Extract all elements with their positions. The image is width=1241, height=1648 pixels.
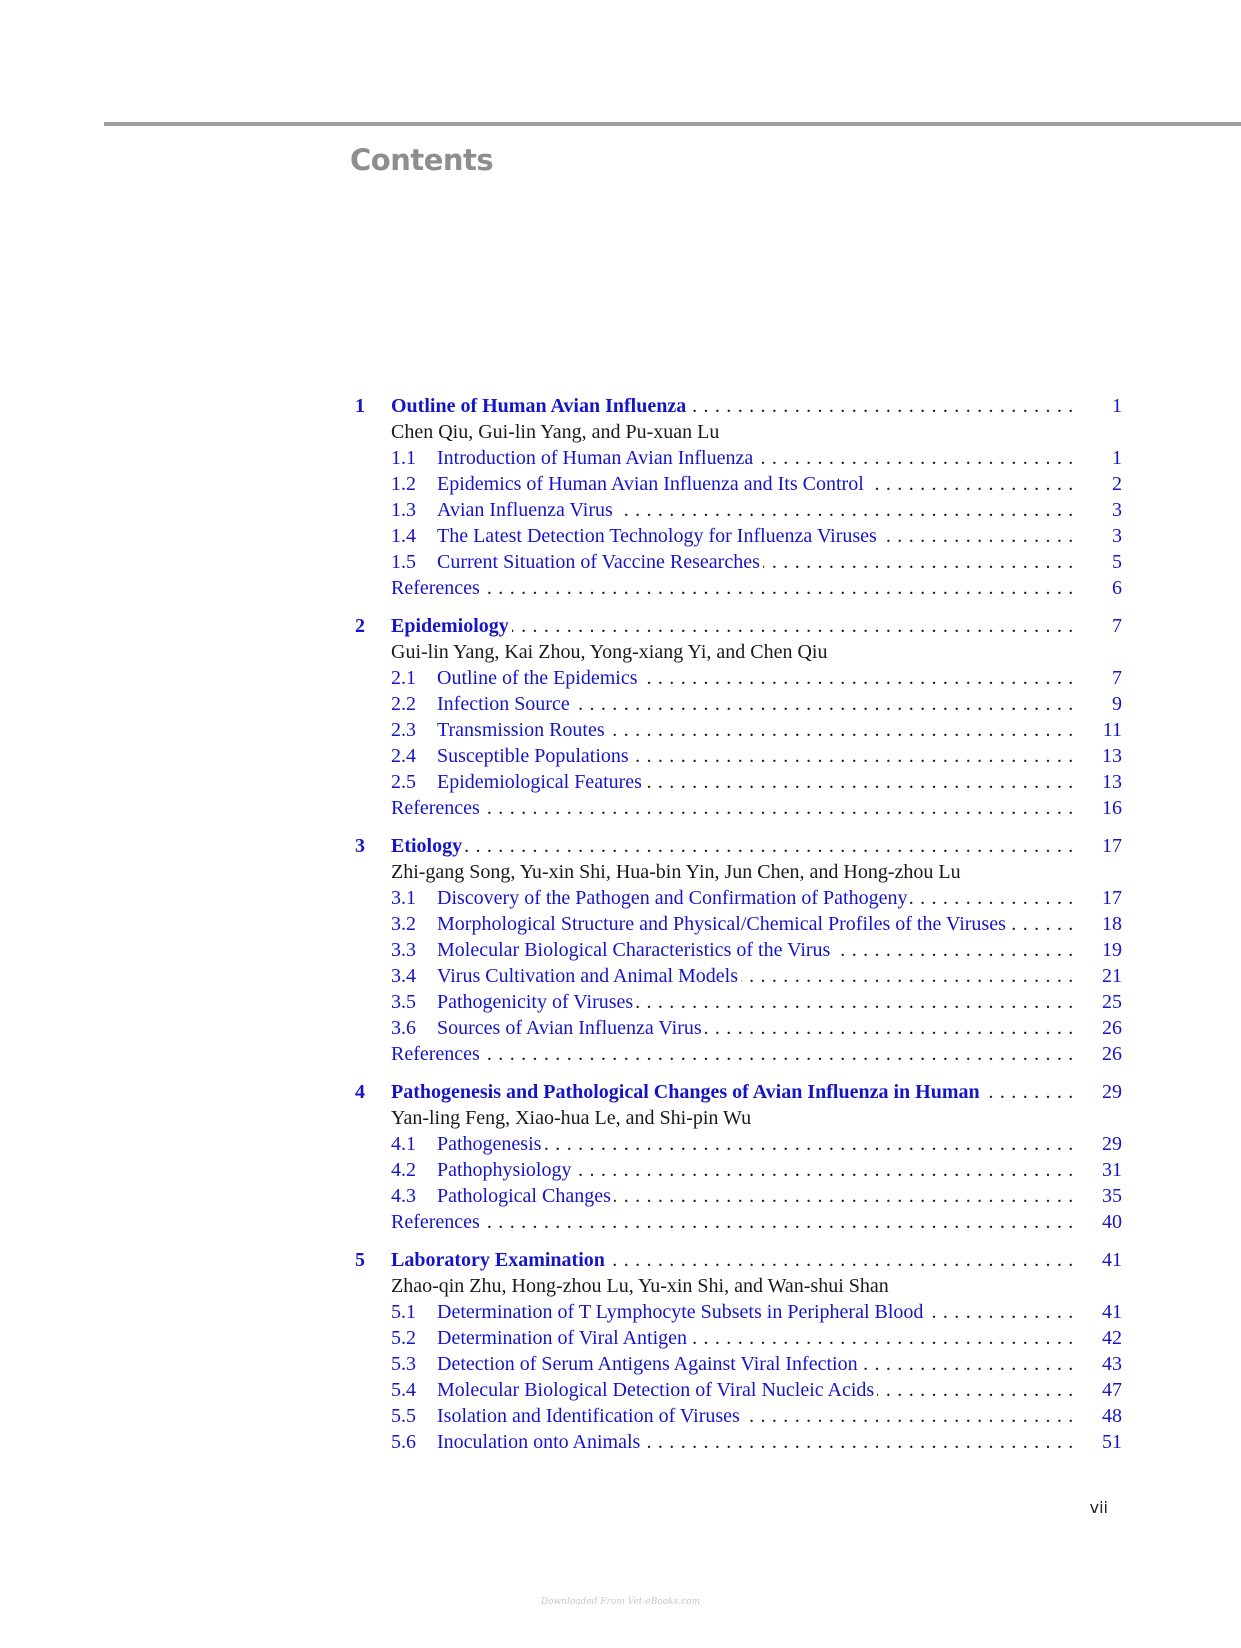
section-title[interactable]: Sources of Avian Influenza Virus: [437, 1017, 705, 1039]
section-number: 3.6: [391, 1017, 416, 1039]
section-title[interactable]: Molecular Biological Characteristics of the Virus: [437, 939, 833, 961]
section-page[interactable]: 3: [1112, 499, 1122, 521]
section-number: 1.5: [391, 551, 416, 573]
section-title[interactable]: Introduction of Human Avian Influenza: [437, 447, 756, 469]
section-page[interactable]: 21: [1102, 965, 1122, 987]
section-number: 5.3: [391, 1353, 416, 1375]
section-title[interactable]: Morphological Structure and Physical/Chemical Profiles of the Viruses: [437, 913, 1009, 935]
section-entry[interactable]: [355, 497, 1122, 523]
section-number: 3.1: [391, 887, 416, 909]
references-entry[interactable]: [355, 1209, 1122, 1235]
section-entry[interactable]: [355, 549, 1122, 575]
section-title[interactable]: Detection of Serum Antigens Against Viral Infection: [437, 1353, 861, 1375]
chapter-entry[interactable]: [355, 1247, 1122, 1273]
section-number: 5.1: [391, 1301, 416, 1323]
page-title: Contents: [350, 143, 494, 177]
section-title[interactable]: Pathogenicity of Viruses: [437, 991, 636, 1013]
section-page[interactable]: 5: [1112, 551, 1122, 573]
toc-chapter: [355, 613, 1122, 821]
section-page[interactable]: 42: [1102, 1327, 1122, 1349]
section-title[interactable]: Current Situation of Vaccine Researches: [437, 551, 763, 573]
section-number: 3.4: [391, 965, 416, 987]
section-page[interactable]: 9: [1112, 693, 1122, 715]
chapter-page[interactable]: 41: [1102, 1249, 1122, 1271]
chapter-number: 4: [355, 1081, 365, 1103]
section-number: 5.4: [391, 1379, 416, 1401]
references-title[interactable]: References: [391, 1043, 483, 1065]
section-page[interactable]: 48: [1102, 1405, 1122, 1427]
section-page[interactable]: 2: [1112, 473, 1122, 495]
section-number: 5.6: [391, 1431, 416, 1453]
chapter-entry[interactable]: [355, 393, 1122, 419]
section-entry[interactable]: [355, 523, 1122, 549]
section-title[interactable]: Pathological Changes: [437, 1185, 614, 1207]
section-title[interactable]: Epidemiological Features: [437, 771, 645, 793]
chapter-page[interactable]: 7: [1112, 615, 1122, 637]
section-entry[interactable]: [355, 1015, 1122, 1041]
section-entry[interactable]: [355, 937, 1122, 963]
section-entry[interactable]: [355, 1299, 1122, 1325]
section-title[interactable]: Discovery of the Pathogen and Confirmation of Pathogeny: [437, 887, 910, 909]
references-page[interactable]: 40: [1102, 1211, 1122, 1233]
section-number: 2.1: [391, 667, 416, 689]
section-title[interactable]: Avian Influenza Virus: [437, 499, 616, 521]
section-page[interactable]: 1: [1112, 447, 1122, 469]
section-number: 4.2: [391, 1159, 416, 1181]
section-page[interactable]: 35: [1102, 1185, 1122, 1207]
chapter-title[interactable]: Epidemiology: [391, 615, 512, 637]
section-number: 3.2: [391, 913, 416, 935]
section-page[interactable]: 51: [1102, 1431, 1122, 1453]
section-title[interactable]: Outline of the Epidemics: [437, 667, 641, 689]
section-entry[interactable]: [355, 911, 1122, 937]
chapter-page[interactable]: 29: [1102, 1081, 1122, 1103]
section-title[interactable]: Inoculation onto Animals: [437, 1431, 643, 1453]
section-number: 2.3: [391, 719, 416, 741]
section-number: 4.3: [391, 1185, 416, 1207]
section-page[interactable]: 26: [1102, 1017, 1122, 1039]
references-page[interactable]: 16: [1102, 797, 1122, 819]
section-page[interactable]: 18: [1102, 913, 1122, 935]
section-entry[interactable]: [355, 743, 1122, 769]
chapter-entry[interactable]: [355, 1079, 1122, 1105]
section-page[interactable]: 17: [1102, 887, 1122, 909]
chapter-authors: Zhao-qin Zhu, Hong-zhou Lu, Yu-xin Shi, and Wan-shui Shan: [391, 1275, 889, 1297]
section-number: 1.4: [391, 525, 416, 547]
chapter-page[interactable]: 17: [1102, 835, 1122, 857]
section-title[interactable]: Susceptible Populations: [437, 745, 632, 767]
references-page[interactable]: 26: [1102, 1043, 1122, 1065]
section-number: 4.1: [391, 1133, 416, 1155]
section-entry[interactable]: [355, 885, 1122, 911]
references-entry[interactable]: [355, 1041, 1122, 1067]
section-page[interactable]: 43: [1102, 1353, 1122, 1375]
chapter-number: 3: [355, 835, 365, 857]
section-entry[interactable]: [355, 1403, 1122, 1429]
section-entry[interactable]: [355, 1429, 1122, 1455]
chapter-authors: Yan-ling Feng, Xiao-hua Le, and Shi-pin Wu: [391, 1107, 752, 1129]
section-title[interactable]: Infection Source: [437, 693, 573, 715]
section-entry[interactable]: [355, 665, 1122, 691]
section-number: 1.1: [391, 447, 416, 469]
section-entry[interactable]: [355, 717, 1122, 743]
chapter-title[interactable]: Outline of Human Avian Influenza: [391, 395, 689, 417]
chapter-authors: Chen Qiu, Gui-lin Yang, and Pu-xuan Lu: [391, 421, 720, 443]
section-entry[interactable]: [355, 989, 1122, 1015]
section-page[interactable]: 31: [1102, 1159, 1122, 1181]
section-page[interactable]: 13: [1102, 745, 1122, 767]
chapter-title[interactable]: Etiology: [391, 835, 465, 857]
section-number: 1.2: [391, 473, 416, 495]
section-title[interactable]: Transmission Routes: [437, 719, 608, 741]
toc-chapter: [355, 833, 1122, 1067]
references-entry[interactable]: [355, 795, 1122, 821]
chapter-authors: Gui-lin Yang, Kai Zhou, Yong-xiang Yi, and Chen Qiu: [391, 641, 828, 663]
references-page[interactable]: 6: [1112, 577, 1122, 599]
section-entry[interactable]: [355, 1131, 1122, 1157]
chapter-title[interactable]: Pathogenesis and Pathological Changes of Avian Influenza in Human: [391, 1081, 983, 1103]
section-title[interactable]: Determination of T Lymphocyte Subsets in Peripheral Blood: [437, 1301, 926, 1323]
section-title[interactable]: Epidemics of Human Avian Influenza and Its Control: [437, 473, 867, 495]
section-entry[interactable]: [355, 1325, 1122, 1351]
section-entry[interactable]: [355, 691, 1122, 717]
section-page[interactable]: 29: [1102, 1133, 1122, 1155]
chapter-entry[interactable]: [355, 833, 1122, 859]
section-entry[interactable]: [355, 1157, 1122, 1183]
toc-chapter: [355, 1079, 1122, 1235]
section-entry[interactable]: [355, 1351, 1122, 1377]
section-number: 3.5: [391, 991, 416, 1013]
section-title[interactable]: Determination of Viral Antigen: [437, 1327, 690, 1349]
section-page[interactable]: 3: [1112, 525, 1122, 547]
top-rule: [104, 122, 1241, 126]
section-entry[interactable]: [355, 769, 1122, 795]
section-number: 1.3: [391, 499, 416, 521]
section-number: 5.5: [391, 1405, 416, 1427]
section-number: 2.5: [391, 771, 416, 793]
section-title[interactable]: Virus Cultivation and Animal Models: [437, 965, 741, 987]
toc-chapter: [355, 1247, 1122, 1455]
section-title[interactable]: Isolation and Identification of Viruses: [437, 1405, 743, 1427]
section-title[interactable]: Pathophysiology: [437, 1159, 574, 1181]
chapter-number: 2: [355, 615, 365, 637]
section-entry[interactable]: [355, 1377, 1122, 1403]
section-page[interactable]: 25: [1102, 991, 1122, 1013]
references-title[interactable]: References: [391, 797, 483, 819]
section-page[interactable]: 41: [1102, 1301, 1122, 1323]
section-number: 5.2: [391, 1327, 416, 1349]
section-entry[interactable]: [355, 1183, 1122, 1209]
chapter-number: 1: [355, 395, 365, 417]
section-page[interactable]: 47: [1102, 1379, 1122, 1401]
chapter-entry[interactable]: [355, 613, 1122, 639]
chapter-authors: Zhi-gang Song, Yu-xin Shi, Hua-bin Yin, Jun Chen, and Hong-zhou Lu: [391, 861, 961, 883]
references-title[interactable]: References: [391, 577, 483, 599]
chapter-title[interactable]: Laboratory Examination: [391, 1249, 608, 1271]
chapter-page[interactable]: 1: [1112, 395, 1122, 417]
section-page[interactable]: 19: [1102, 939, 1122, 961]
section-title[interactable]: Molecular Biological Detection of Viral Nucleic Acids: [437, 1379, 877, 1401]
section-entry[interactable]: [355, 471, 1122, 497]
toc-chapter: [355, 393, 1122, 601]
section-number: 2.4: [391, 745, 416, 767]
section-entry[interactable]: [355, 445, 1122, 471]
section-page[interactable]: 7: [1112, 667, 1122, 689]
page-number: vii: [1089, 1498, 1108, 1517]
section-page[interactable]: 13: [1102, 771, 1122, 793]
section-number: 2.2: [391, 693, 416, 715]
section-entry[interactable]: [355, 963, 1122, 989]
chapter-number: 5: [355, 1249, 365, 1271]
references-title[interactable]: References: [391, 1211, 483, 1233]
section-title[interactable]: The Latest Detection Technology for Influenza Viruses: [437, 525, 880, 547]
watermark: Downloaded From Vet-eBooks.com: [540, 1597, 701, 1607]
section-number: 3.3: [391, 939, 416, 961]
table-of-contents: [355, 393, 1122, 1467]
references-entry[interactable]: [355, 575, 1122, 601]
section-page[interactable]: 11: [1102, 719, 1122, 741]
section-title[interactable]: Pathogenesis: [437, 1133, 544, 1155]
